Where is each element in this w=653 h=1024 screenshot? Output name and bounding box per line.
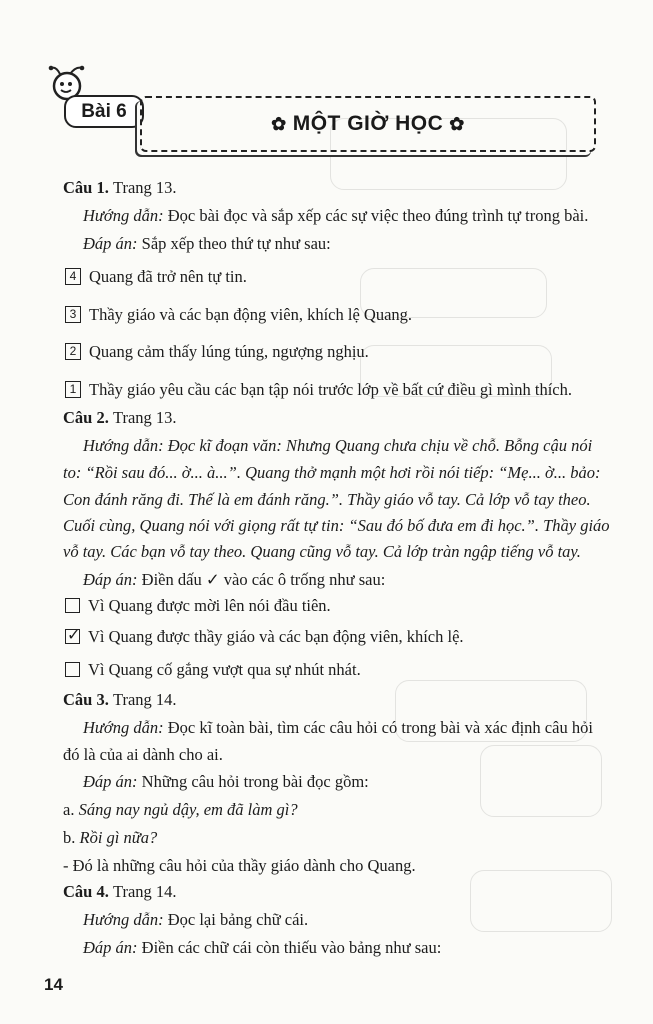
question-2-guide-line: to: “Rồi sau đó... ờ... à...”. Quang thở mạnh một hơi rồi nói tiếp: “Mẹ... ờ... bảo: (63, 463, 601, 482)
question-2-heading: Câu 2. Trang 13. (63, 408, 177, 427)
list-item: 4 Quang đã trở nên tự tin. (65, 267, 247, 287)
question-3-note: - Đó là những câu hỏi của thầy giáo dành cho Quang. (63, 856, 416, 875)
question-1-guide: Hướng dẫn: Đọc bài đọc và sắp xếp các sự việc theo đúng trình tự trong bài. (83, 206, 589, 225)
empty-checkbox-icon (65, 662, 80, 677)
question-4-answer: Đáp án: Điền các chữ cái còn thiếu vào bảng như sau: (83, 938, 442, 957)
flower-icon: ✿ (449, 114, 465, 134)
flower-icon: ✿ (271, 114, 287, 134)
lesson-title-text: MỘT GIỜ HỌC (292, 112, 444, 135)
checked-checkbox-icon: ✓ (67, 625, 81, 644)
bleed-through-shape (480, 745, 602, 817)
question-1-answer: Đáp án: Sắp xếp theo thứ tự như sau: (83, 234, 331, 253)
list-item: a. Sáng nay ngủ dậy, em đã làm gì? (63, 800, 298, 819)
bleed-through-shape (470, 870, 612, 932)
question-3-heading: Câu 3. Trang 14. (63, 690, 177, 709)
option-item: ✓ Vì Quang được thầy giáo và các bạn động viên, khích lệ. (67, 625, 464, 646)
question-3-guide-line: đó là của ai dành cho ai. (63, 745, 223, 764)
checkmark-icon: ✓ (205, 570, 220, 589)
lesson-title (265, 112, 471, 136)
order-number-box: 3 (65, 306, 81, 323)
order-number-box: 4 (65, 268, 81, 285)
list-item: 1 Thầy giáo yêu cầu các bạn tập nói trước lớp về bất cứ điều gì mình thích. (65, 380, 572, 400)
question-4-guide: Hướng dẫn: Đọc lại bảng chữ cái. (83, 910, 309, 929)
empty-checkbox-icon (65, 598, 80, 613)
lesson-badge: Bài 6 (64, 95, 144, 128)
list-item: 2 Quang cảm thấy lúng túng, ngượng nghịu. (65, 342, 369, 362)
question-4-heading: Câu 4. Trang 14. (63, 882, 177, 901)
question-3-guide: Hướng dẫn: Đọc kĩ toàn bài, tìm các câu hỏi có trong bài và xác định câu hỏi (83, 718, 593, 737)
question-1-heading: Câu 1. Trang 13. (63, 178, 177, 197)
question-2-guide: Hướng dẫn: Đọc kĩ đoạn văn: Nhưng Quang chưa chịu về chỗ. Bỗng cậu nói (83, 436, 593, 455)
question-2-guide-line: Con đánh răng đi. Thế là em đánh răng.”. Thầy giáo vỗ tay. Cả lớp vỗ tay theo. (63, 490, 591, 509)
option-item: Vì Quang được mời lên nói đầu tiên. (65, 596, 331, 616)
list-item: 3 Thầy giáo và các bạn động viên, khích lệ Quang. (65, 305, 412, 325)
question-2-answer: Đáp án: Điền dấu ✓ vào các ô trống như sau: (83, 570, 386, 589)
option-item: Vì Quang cố gắng vượt qua sự nhút nhát. (65, 660, 361, 680)
question-3-answer: Đáp án: Những câu hỏi trong bài đọc gồm: (83, 772, 369, 791)
question-2-guide-line: vỗ tay. Các bạn vỗ tay theo. Quang cũng vỗ tay. Cả lớp tràn ngập tiếng vỗ tay. (63, 542, 581, 561)
lesson-title-box (140, 96, 596, 152)
list-item: b. Rồi gì nữa? (63, 828, 158, 847)
order-number-box: 1 (65, 381, 81, 398)
question-2-guide-line: Cuối cùng, Quang nói với giọng rất tự tin: “Sau đó bố đưa em đi học.”. Thầy giáo (63, 516, 610, 535)
order-number-box: 2 (65, 343, 81, 360)
page-number: 14 (44, 975, 63, 994)
